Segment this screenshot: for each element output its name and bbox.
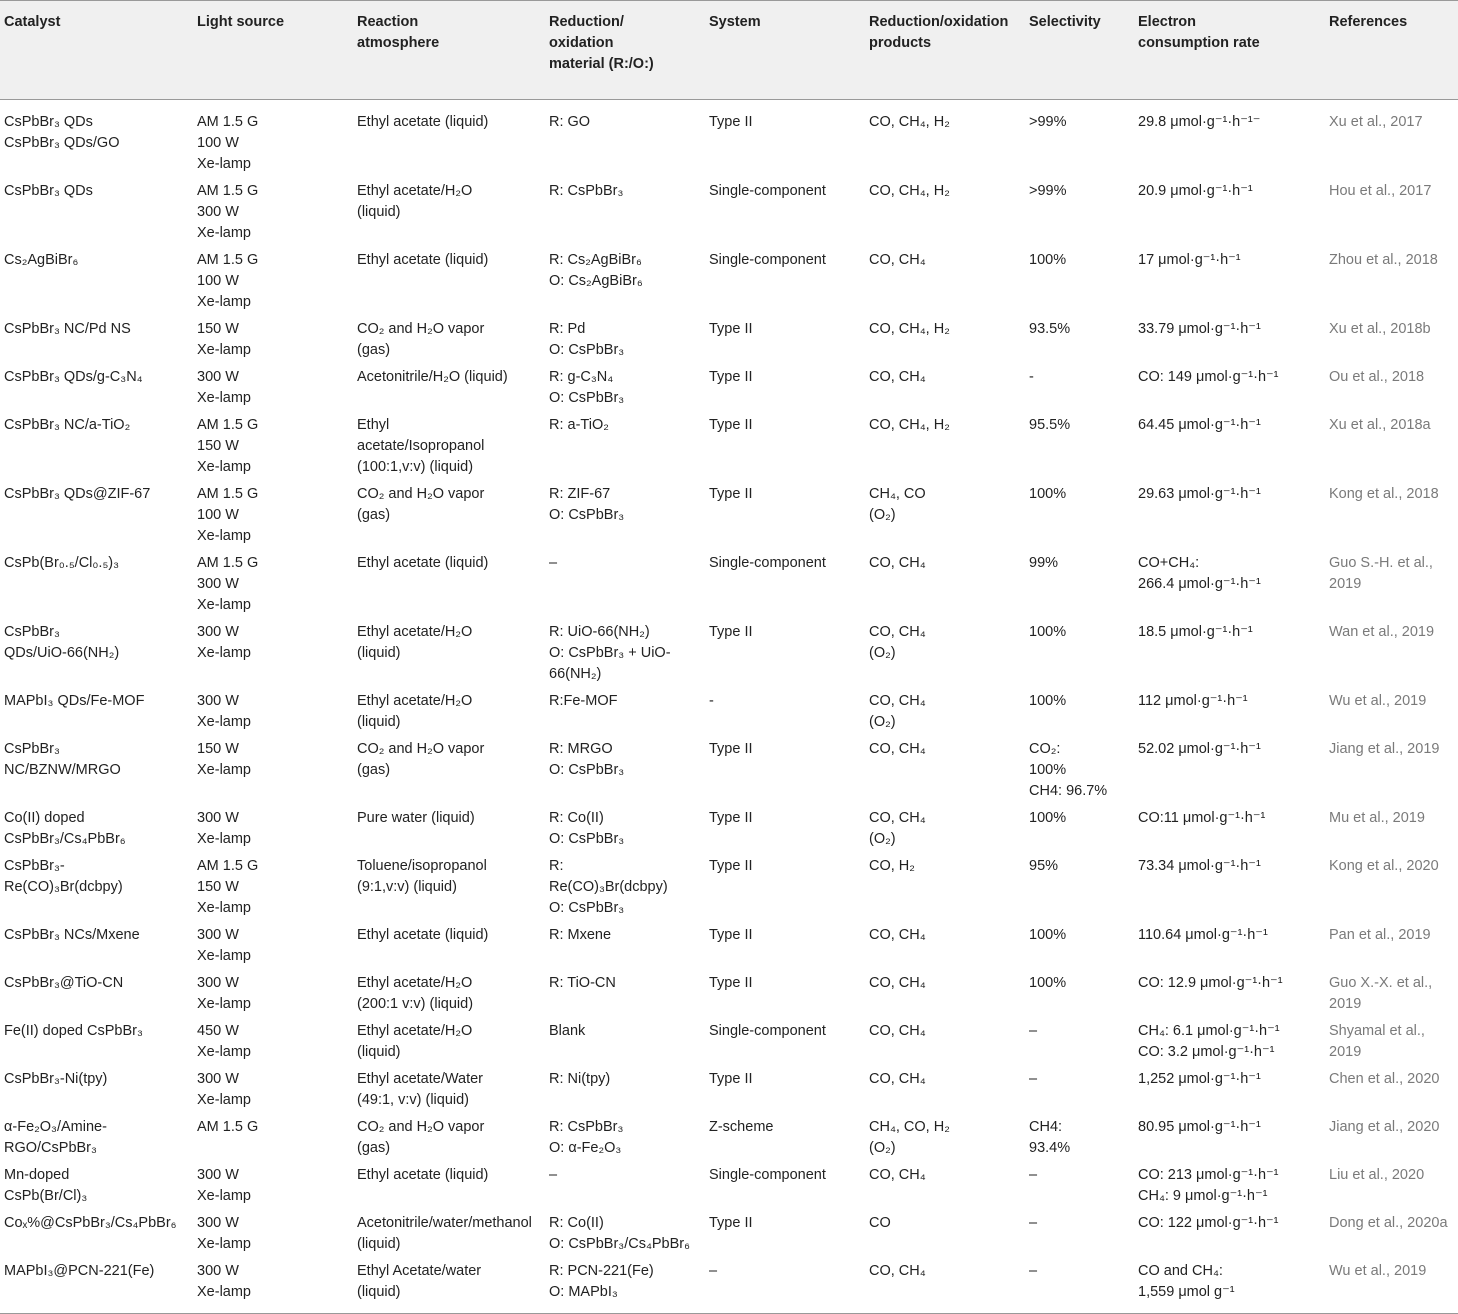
header-references: References xyxy=(1325,1,1458,100)
products-cell: CO, CH₄ xyxy=(869,741,926,757)
material-cell: R: TiO-CN xyxy=(549,975,616,991)
atmosphere-cell: Ethyl acetate (liquid) xyxy=(357,555,489,571)
reference-cell: Xu et al., 2018b xyxy=(1329,321,1431,337)
reference-cell: Zhou et al., 2018 xyxy=(1329,252,1438,268)
table-row xyxy=(0,1211,1458,1259)
rate-cell: CH₄: 6.1 μmol·g⁻¹·h⁻¹ CO: 3.2 μmol·g⁻¹·h⁻¹ xyxy=(1138,1023,1280,1060)
table-row xyxy=(0,100,1458,180)
selectivity-cell: 100% xyxy=(1029,486,1067,502)
rate-cell: CO: 122 μmol·g⁻¹·h⁻¹ xyxy=(1138,1215,1279,1231)
products-cell: CO, H₂ xyxy=(869,858,915,874)
system-cell: Type II xyxy=(709,486,753,502)
selectivity-cell: 100% xyxy=(1029,624,1067,640)
catalyst-cell: CsPb(Br₀.₅/Cl₀.₅)₃ xyxy=(4,555,120,571)
rate-cell: 80.95 μmol·g⁻¹·h⁻¹ xyxy=(1138,1119,1261,1135)
table-row xyxy=(0,620,1458,689)
light-source-cell: 300 W Xe-lamp xyxy=(197,975,251,1012)
products-cell: CH₄, CO (O₂) xyxy=(869,486,926,523)
header-redox-material: Reduction/ oxidation material (R:/O:) xyxy=(545,1,705,100)
atmosphere-cell: Ethyl acetate/H₂O (liquid) xyxy=(357,693,473,730)
material-cell: R: Pd O: CsPbBr₃ xyxy=(549,321,625,358)
products-cell: CO, CH₄ xyxy=(869,369,926,385)
rate-cell: 64.45 μmol·g⁻¹·h⁻¹ xyxy=(1138,417,1261,433)
atmosphere-cell: Ethyl acetate (liquid) xyxy=(357,1167,489,1183)
rate-cell: 112 μmol·g⁻¹·h⁻¹ xyxy=(1138,693,1248,709)
catalyst-cell: CsPbBr₃ NC/a-TiO₂ xyxy=(4,417,131,433)
selectivity-cell: >99% xyxy=(1029,183,1067,199)
system-cell: Type II xyxy=(709,114,753,130)
material-cell: R: Cs₂AgBiBr₆ O: Cs₂AgBiBr₆ xyxy=(549,252,643,289)
rate-cell: CO:11 μmol·g⁻¹·h⁻¹ xyxy=(1138,810,1266,826)
rate-cell: 18.5 μmol·g⁻¹·h⁻¹ xyxy=(1138,624,1253,640)
system-cell: Single-component xyxy=(709,1167,826,1183)
products-cell: CO xyxy=(869,1215,891,1231)
products-cell: CO, CH₄ xyxy=(869,1071,926,1087)
table-row xyxy=(0,248,1458,317)
reference-cell: Guo S.-H. et al., 2019 xyxy=(1329,555,1433,592)
atmosphere-cell: Ethyl acetate/H₂O (liquid) xyxy=(357,1023,473,1060)
selectivity-cell: 95% xyxy=(1029,858,1059,874)
rate-cell: CO and CH₄: 1,559 μmol g⁻¹ xyxy=(1134,1259,1325,1314)
table-header-row xyxy=(0,1,1458,100)
reference-cell: Ou et al., 2018 xyxy=(1329,369,1425,385)
system-cell: Type II xyxy=(709,741,753,757)
rate-cell: 29.63 μmol·g⁻¹·h⁻¹ xyxy=(1138,486,1261,502)
system-cell: Type II xyxy=(709,1071,753,1087)
catalyst-cell: Co(II) doped CsPbBr₃/Cs₄PbBr₆ xyxy=(4,810,126,847)
catalyst-cell: CsPbBr₃ QDs xyxy=(4,183,93,199)
atmosphere-cell: Toluene/isopropanol (9:1,v:v) (liquid) xyxy=(357,858,487,895)
header-electron-rate: Electron consumption rate xyxy=(1134,1,1325,100)
system-cell: Type II xyxy=(709,417,753,433)
products-cell: CO, CH₄ xyxy=(869,555,926,571)
table-row xyxy=(0,551,1458,620)
reference-cell: Wu et al., 2019 xyxy=(1325,1259,1458,1314)
reference-cell: Pan et al., 2019 xyxy=(1329,927,1431,943)
table-row xyxy=(0,737,1458,806)
header-light-source: Light source xyxy=(193,1,353,100)
selectivity-cell: CH4: 93.4% xyxy=(1029,1119,1071,1156)
light-source-cell: AM 1.5 G 300 W Xe-lamp xyxy=(197,555,259,613)
material-cell: – xyxy=(549,1167,558,1183)
products-cell: CH₄, CO, H₂ (O₂) xyxy=(869,1119,950,1156)
reference-cell: Chen et al., 2020 xyxy=(1329,1071,1440,1087)
atmosphere-cell: CO₂ and H₂O vapor (gas) xyxy=(357,486,485,523)
rate-cell: CO: 12.9 μmol·g⁻¹·h⁻¹ xyxy=(1138,975,1283,991)
atmosphere-cell: CO₂ and H₂O vapor (gas) xyxy=(357,741,485,778)
light-source-cell: 150 W Xe-lamp xyxy=(197,321,251,358)
products-cell: CO, CH₄, H₂ xyxy=(869,114,950,130)
selectivity-cell: – xyxy=(1029,1167,1038,1183)
catalyst-cell: Coₓ%@CsPbBr₃/Cs₄PbBr₆ xyxy=(4,1215,177,1231)
table-row xyxy=(0,1163,1458,1211)
rate-cell: 1,252 μmol·g⁻¹·h⁻¹ xyxy=(1138,1071,1261,1087)
material-cell: R: Co(II) O: CsPbBr₃ xyxy=(549,810,625,847)
material-cell: R: CsPbBr₃ xyxy=(549,183,624,199)
material-cell: R: a-TiO₂ xyxy=(549,417,609,433)
products-cell: CO, CH₄ (O₂) xyxy=(869,693,926,730)
reference-cell: Liu et al., 2020 xyxy=(1329,1167,1425,1183)
selectivity-cell: 100% xyxy=(1029,693,1067,709)
rate-cell: 29.8 μmol·g⁻¹·h⁻¹⁻ xyxy=(1138,114,1261,130)
material-cell: R: g-C₃N₄ O: CsPbBr₃ xyxy=(549,369,625,406)
header-selectivity: Selectivity xyxy=(1025,1,1134,100)
rate-cell: 73.34 μmol·g⁻¹·h⁻¹ xyxy=(1138,858,1261,874)
material-cell: R: Mxene xyxy=(549,927,612,943)
products-cell: CO, CH₄ (O₂) xyxy=(869,810,926,847)
material-cell: R: PCN-221(Fe) O: MAPbI₃ xyxy=(545,1259,705,1314)
system-cell: Type II xyxy=(709,858,753,874)
rate-cell: CO+CH₄: 266.4 μmol·g⁻¹·h⁻¹ xyxy=(1138,555,1261,592)
table-row xyxy=(0,1067,1458,1115)
catalyst-cell: CsPbBr₃ QDs CsPbBr₃ QDs/GO xyxy=(4,114,120,151)
reference-cell: Jiang et al., 2019 xyxy=(1329,741,1440,757)
catalyst-cell: CsPbBr₃ NC/Pd NS xyxy=(4,321,131,337)
catalyst-cell: CsPbBr₃@TiO-CN xyxy=(4,975,124,991)
table-row xyxy=(0,971,1458,1019)
material-cell: R: Ni(tpy) xyxy=(549,1071,611,1087)
atmosphere-cell: Ethyl acetate/H₂O (200:1 v:v) (liquid) xyxy=(357,975,474,1012)
selectivity-cell: 95.5% xyxy=(1029,417,1071,433)
rate-cell: CO: 149 μmol·g⁻¹·h⁻¹ xyxy=(1138,369,1279,385)
light-source-cell: 300 W Xe-lamp xyxy=(197,693,251,730)
selectivity-cell: 93.5% xyxy=(1029,321,1071,337)
catalyst-cell: MAPbI₃@PCN-221(Fe) xyxy=(0,1259,193,1314)
system-cell: – xyxy=(705,1259,865,1314)
material-cell: R: MRGO O: CsPbBr₃ xyxy=(549,741,625,778)
material-cell: – xyxy=(549,555,558,571)
reference-cell: Wan et al., 2019 xyxy=(1329,624,1435,640)
light-source-cell: AM 1.5 G 100 W Xe-lamp xyxy=(197,114,259,172)
atmosphere-cell: Ethyl acetate/Isopropanol (100:1,v:v) (liquid) xyxy=(357,417,485,475)
reference-cell: Kong et al., 2020 xyxy=(1329,858,1439,874)
header-system: System xyxy=(705,1,865,100)
catalyst-cell: CsPbBr₃ NCs/Mxene xyxy=(4,927,140,943)
light-source-cell: 300 W Xe-lamp xyxy=(197,1215,251,1252)
material-cell: R: Co(II) O: CsPbBr₃/Cs₄PbBr₆ xyxy=(549,1215,690,1252)
table-row xyxy=(0,1115,1458,1163)
system-cell: Type II xyxy=(709,810,753,826)
reference-cell: Kong et al., 2018 xyxy=(1329,486,1439,502)
reference-cell: Mu et al., 2019 xyxy=(1329,810,1425,826)
system-cell: Type II xyxy=(709,1215,753,1231)
catalyst-cell: CsPbBr₃ QDs/g-C₃N₄ xyxy=(4,369,143,385)
light-source-cell: 300 W Xe-lamp xyxy=(197,1071,251,1108)
light-source-cell: 300 W Xe-lamp xyxy=(197,1167,251,1204)
system-cell: - xyxy=(709,693,714,709)
catalyst-cell: Fe(II) doped CsPbBr₃ xyxy=(4,1023,143,1039)
atmosphere-cell: Pure water (liquid) xyxy=(357,810,475,826)
material-cell: R: GO xyxy=(549,114,591,130)
table-row xyxy=(0,806,1458,854)
system-cell: Type II xyxy=(709,927,753,943)
material-cell: R: Re(CO)₃Br(dcbpy) O: CsPbBr₃ xyxy=(549,858,668,916)
atmosphere-cell: CO₂ and H₂O vapor (gas) xyxy=(357,1119,485,1156)
light-source-cell: 300 W Xe-lamp xyxy=(193,1259,353,1314)
system-cell: Type II xyxy=(709,321,753,337)
light-source-cell: AM 1.5 G 300 W Xe-lamp xyxy=(197,183,259,241)
reference-cell: Xu et al., 2018a xyxy=(1329,417,1431,433)
catalyst-cell: CsPbBr₃ NC/BZNW/MRGO xyxy=(4,741,121,778)
table-row xyxy=(0,179,1458,248)
selectivity-cell: – xyxy=(1029,1071,1038,1087)
selectivity-cell: – xyxy=(1025,1259,1134,1314)
table-row xyxy=(0,482,1458,551)
selectivity-cell: CO₂: 100% CH4: 96.7% xyxy=(1029,741,1108,799)
reference-cell: Shyamal et al., 2019 xyxy=(1329,1023,1425,1060)
selectivity-cell: – xyxy=(1029,1215,1038,1231)
header-catalyst: Catalyst xyxy=(0,1,193,100)
table-row xyxy=(0,923,1458,971)
products-cell: CO, CH₄, H₂ xyxy=(869,183,950,199)
atmosphere-cell: Ethyl acetate/Water (49:1, v:v) (liquid) xyxy=(357,1071,483,1108)
rate-cell: 52.02 μmol·g⁻¹·h⁻¹ xyxy=(1138,741,1261,757)
products-cell: CO, CH₄ xyxy=(869,252,926,268)
material-cell: R: UiO-66(NH₂) O: CsPbBr₃ + UiO- 66(NH₂) xyxy=(549,624,671,682)
system-cell: Z-scheme xyxy=(709,1119,774,1135)
system-cell: Single-component xyxy=(709,183,826,199)
table-row xyxy=(0,413,1458,482)
table-row xyxy=(0,1259,1458,1314)
selectivity-cell: 100% xyxy=(1029,975,1067,991)
table-row xyxy=(0,317,1458,365)
catalyst-cell: CsPbBr₃ QDs/UiO-66(NH₂) xyxy=(4,624,120,661)
material-cell: R:Fe-MOF xyxy=(549,693,618,709)
selectivity-cell: 100% xyxy=(1029,810,1067,826)
system-cell: Type II xyxy=(709,624,753,640)
catalyst-cell: CsPbBr₃-Ni(tpy) xyxy=(4,1071,108,1087)
atmosphere-cell: Ethyl acetate/H₂O (liquid) xyxy=(357,624,473,661)
light-source-cell: 300 W Xe-lamp xyxy=(197,810,251,847)
light-source-cell: 300 W Xe-lamp xyxy=(197,927,251,964)
system-cell: Single-component xyxy=(709,555,826,571)
atmosphere-cell: Ethyl Acetate/water (liquid) xyxy=(353,1259,545,1314)
table-row xyxy=(0,1019,1458,1067)
system-cell: Single-component xyxy=(709,252,826,268)
light-source-cell: AM 1.5 G 100 W Xe-lamp xyxy=(197,486,259,544)
rate-cell: 17 μmol·g⁻¹·h⁻¹ xyxy=(1138,252,1241,268)
system-cell: Type II xyxy=(709,369,753,385)
material-cell: R: CsPbBr₃ O: α-Fe₂O₃ xyxy=(549,1119,624,1156)
reference-cell: Xu et al., 2017 xyxy=(1329,114,1423,130)
atmosphere-cell: Ethyl acetate (liquid) xyxy=(357,252,489,268)
selectivity-cell: 100% xyxy=(1029,927,1067,943)
products-cell: CO, CH₄ xyxy=(869,1023,926,1039)
light-source-cell: 300 W Xe-lamp xyxy=(197,624,251,661)
reference-cell: Wu et al., 2019 xyxy=(1329,693,1427,709)
atmosphere-cell: Ethyl acetate (liquid) xyxy=(357,927,489,943)
products-cell: CO, CH₄ xyxy=(869,1167,926,1183)
catalyst-cell: MAPbI₃ QDs/Fe-MOF xyxy=(4,693,145,709)
reference-cell: Hou et al., 2017 xyxy=(1329,183,1432,199)
material-cell: Blank xyxy=(549,1023,586,1039)
catalyst-cell: Cs₂AgBiBr₆ xyxy=(4,252,79,268)
rate-cell: 33.79 μmol·g⁻¹·h⁻¹ xyxy=(1138,321,1261,337)
table-body xyxy=(0,100,1458,1314)
atmosphere-cell: CO₂ and H₂O vapor (gas) xyxy=(357,321,485,358)
light-source-cell: 300 W Xe-lamp xyxy=(197,369,251,406)
light-source-cell: AM 1.5 G 100 W Xe-lamp xyxy=(197,252,259,310)
products-cell: CO, CH₄ xyxy=(869,927,926,943)
reference-cell: Dong et al., 2020a xyxy=(1329,1215,1448,1231)
table-row xyxy=(0,854,1458,923)
table-row xyxy=(0,689,1458,737)
material-cell: R: ZIF-67 O: CsPbBr₃ xyxy=(549,486,625,523)
rate-cell: 20.9 μmol·g⁻¹·h⁻¹ xyxy=(1138,183,1253,199)
light-source-cell: AM 1.5 G 150 W Xe-lamp xyxy=(197,858,259,916)
reference-cell: Jiang et al., 2020 xyxy=(1329,1119,1440,1135)
atmosphere-cell: Ethyl acetate/H₂O (liquid) xyxy=(357,183,473,220)
products-cell: CO, CH₄, H₂ xyxy=(869,321,950,337)
catalyst-cell: α-Fe₂O₃/Amine- RGO/CsPbBr₃ xyxy=(4,1119,107,1156)
reference-cell: Guo X.-X. et al., 2019 xyxy=(1329,975,1433,1012)
system-cell: Type II xyxy=(709,975,753,991)
rate-cell: 110.64 μmol·g⁻¹·h⁻¹ xyxy=(1138,927,1268,943)
atmosphere-cell: Acetonitrile/H₂O (liquid) xyxy=(357,369,508,385)
table-row xyxy=(0,365,1458,413)
catalyst-cell: Mn-doped CsPb(Br/Cl)₃ xyxy=(4,1167,88,1204)
atmosphere-cell: Ethyl acetate (liquid) xyxy=(357,114,489,130)
selectivity-cell: – xyxy=(1029,1023,1038,1039)
products-cell: CO, CH₄ xyxy=(869,975,926,991)
catalyst-cell: CsPbBr₃- Re(CO)₃Br(dcbpy) xyxy=(4,858,123,895)
selectivity-cell: - xyxy=(1029,369,1034,385)
products-cell: CO, CH₄, H₂ xyxy=(869,417,950,433)
selectivity-cell: 100% xyxy=(1029,252,1067,268)
light-source-cell: 450 W Xe-lamp xyxy=(197,1023,251,1060)
header-reaction-atmosphere: Reaction atmosphere xyxy=(353,1,545,100)
light-source-cell: AM 1.5 G 150 W Xe-lamp xyxy=(197,417,259,475)
products-cell: CO, CH₄ xyxy=(865,1259,1025,1314)
products-cell: CO, CH₄ (O₂) xyxy=(869,624,926,661)
selectivity-cell: 99% xyxy=(1029,555,1059,571)
rate-cell: CO: 213 μmol·g⁻¹·h⁻¹ CH₄: 9 μmol·g⁻¹·h⁻¹ xyxy=(1138,1167,1279,1204)
catalyst-cell: CsPbBr₃ QDs@ZIF-67 xyxy=(4,486,151,502)
header-products: Reduction/oxidation products xyxy=(865,1,1025,100)
system-cell: Single-component xyxy=(709,1023,826,1039)
light-source-cell: 150 W Xe-lamp xyxy=(197,741,251,778)
selectivity-cell: >99% xyxy=(1029,114,1067,130)
light-source-cell: AM 1.5 G xyxy=(197,1119,259,1135)
atmosphere-cell: Acetonitrile/water/methanol (liquid) xyxy=(357,1215,532,1252)
